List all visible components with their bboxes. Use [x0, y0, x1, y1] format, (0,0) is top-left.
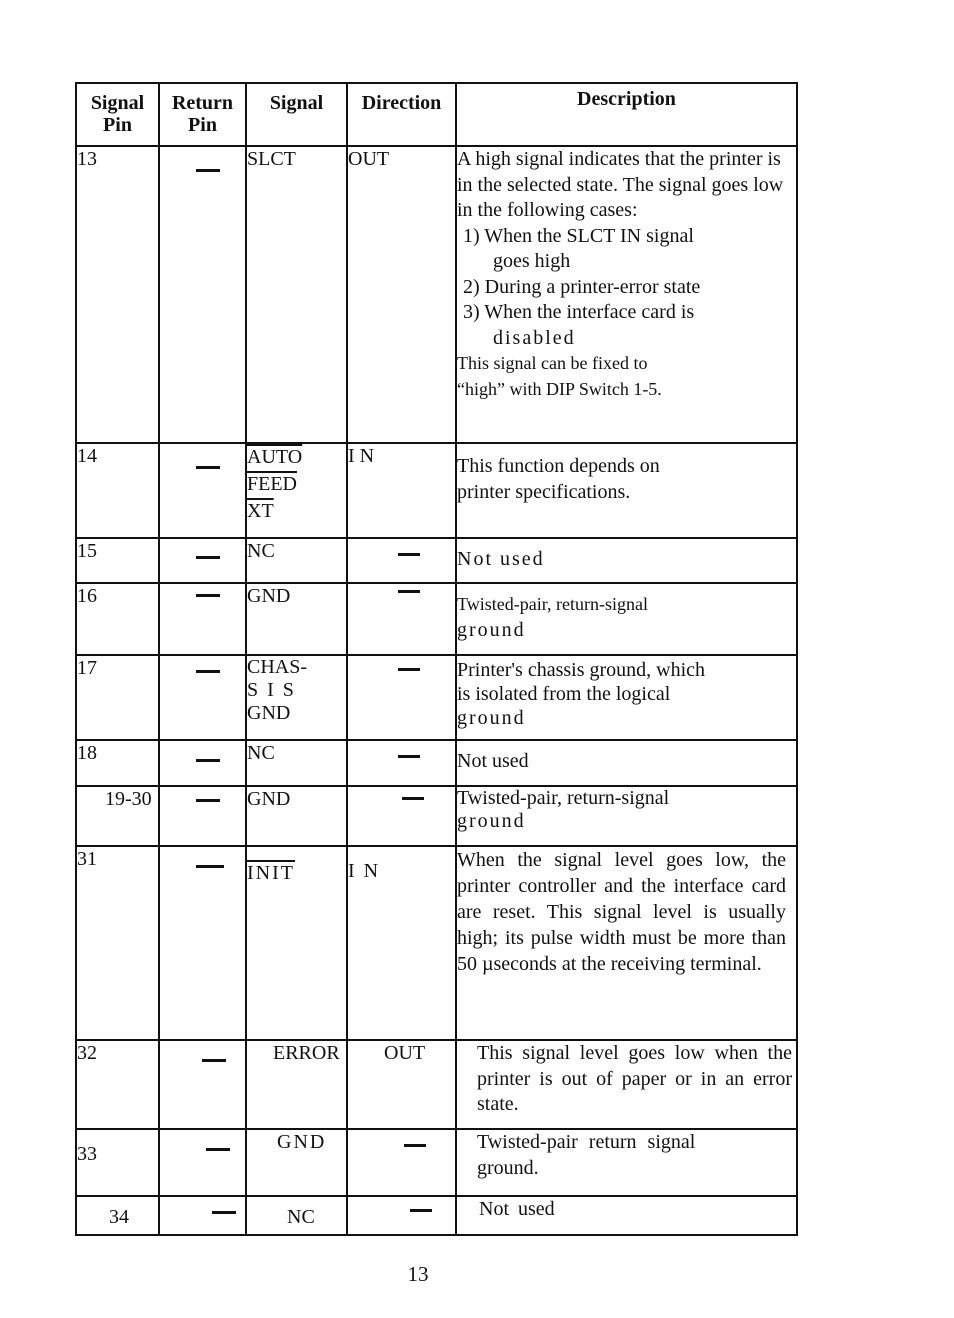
dash-mark	[196, 670, 220, 673]
dash-mark	[196, 169, 220, 172]
return-pin-cell	[159, 1129, 246, 1196]
description-text: Twisted-pair, return-signal	[457, 594, 648, 614]
signal-line: GND	[247, 702, 291, 724]
dash-mark	[196, 594, 220, 597]
dash-mark	[196, 865, 224, 868]
direction-cell	[347, 740, 456, 786]
note-text: This signal can be fixed to	[457, 353, 648, 373]
return-pin-cell	[159, 740, 246, 786]
signal-pin-cell: 14	[76, 443, 159, 538]
dash-mark	[404, 1144, 426, 1147]
description-cell	[456, 146, 797, 443]
table-header-row	[76, 83, 797, 146]
signal-text: INIT	[247, 862, 295, 884]
description-cell: Not used	[456, 1196, 797, 1235]
direction-cell: I N	[347, 846, 456, 1040]
table-row	[76, 1196, 797, 1235]
signal-pin-cell: 17	[76, 655, 159, 740]
header-description: Description	[456, 83, 797, 146]
case-item: 3) When the interface card is	[463, 301, 695, 323]
signal-pin-cell: 15	[76, 538, 159, 583]
description-text: ground	[457, 810, 526, 832]
signal-line: CHAS-	[247, 656, 308, 678]
signal-line: FEED	[247, 473, 297, 495]
return-pin-cell	[159, 1040, 246, 1129]
table-row	[76, 583, 797, 655]
dash-mark	[196, 466, 220, 469]
direction-cell	[347, 786, 456, 846]
dash-mark	[212, 1211, 236, 1214]
return-pin-cell	[159, 583, 246, 655]
signal-cell: GND	[246, 786, 347, 846]
case-item-continued: goes high	[493, 250, 571, 272]
description-text: ground	[457, 618, 526, 641]
signal-cell: GND	[246, 1129, 347, 1196]
signal-pin-cell: 18	[76, 740, 159, 786]
signal-line: $\overline{XT}$	[247, 500, 274, 522]
return-pin-cell	[159, 655, 246, 740]
signal-cell: NC	[246, 740, 347, 786]
dash-mark	[398, 755, 420, 758]
description-cell	[456, 786, 797, 846]
dash-mark	[398, 668, 420, 671]
header-signal-pin: Signal Pin	[76, 83, 159, 146]
signal-pin-cell: 19-30	[76, 786, 159, 846]
dash-mark	[196, 759, 220, 762]
signal-pin-cell: 31	[76, 846, 159, 1040]
description-cell: This signal level goes low when the printer is out of paper or in an error state.	[456, 1040, 797, 1129]
signal-cell	[246, 846, 347, 1040]
signal-cell	[246, 443, 347, 538]
signal-cell: SLCT	[246, 146, 347, 443]
description-text: printer specifications.	[457, 480, 631, 503]
dash-mark	[206, 1148, 230, 1151]
description-cell	[456, 655, 797, 740]
note-text: “high” with DIP Switch 1-5.	[457, 378, 662, 399]
signal-pin-cell: 13	[76, 146, 159, 443]
table-row	[76, 443, 797, 538]
dash-mark	[398, 553, 420, 556]
case-item-continued: disabled	[493, 326, 576, 349]
signal-cell: GND	[246, 583, 347, 655]
table-row	[76, 740, 797, 786]
return-pin-cell	[159, 1196, 246, 1235]
return-pin-cell	[159, 443, 246, 538]
dash-mark	[410, 1209, 432, 1212]
signal-cell: ERROR	[246, 1040, 347, 1129]
direction-cell	[347, 583, 456, 655]
dash-mark	[402, 797, 424, 800]
header-direction: Direction	[347, 83, 456, 146]
table-row	[76, 786, 797, 846]
dash-mark	[196, 799, 220, 802]
direction-cell: I N	[347, 443, 456, 538]
table-row	[76, 146, 797, 443]
description-text: Twisted-pair, return-signal	[457, 787, 670, 809]
header-return-pin: Return Pin	[159, 83, 246, 146]
direction-cell: OUT	[347, 146, 456, 443]
description-text: ground	[457, 707, 526, 729]
description-cell	[456, 443, 797, 538]
description-cell: When the signal level goes low, the printer controller and the interface card are reset. This signal level is usually high; its pulse width must be more than 50 µseconds at the receiving terminal.	[456, 846, 797, 1040]
table-row	[76, 655, 797, 740]
signal-cell	[246, 655, 347, 740]
signal-cell: NC	[246, 1196, 347, 1235]
signal-pin-cell: 32	[76, 1040, 159, 1129]
signal-pin-cell: 33	[76, 1129, 159, 1196]
table-row	[76, 538, 797, 583]
description-text: This function depends on	[457, 455, 660, 477]
direction-cell	[347, 538, 456, 583]
return-pin-cell	[159, 146, 246, 443]
description-cell: Twisted-pair return signal ground.	[456, 1129, 797, 1196]
dash-mark	[196, 556, 220, 559]
header-signal: Signal	[246, 83, 347, 146]
return-pin-cell	[159, 538, 246, 583]
signal-pin-cell: 34	[76, 1196, 159, 1235]
signal-pin-cell: 16	[76, 583, 159, 655]
description-cell: Not used	[456, 538, 797, 583]
direction-cell	[347, 655, 456, 740]
signal-cell: NC	[246, 538, 347, 583]
description-cell	[456, 583, 797, 655]
return-pin-cell	[159, 846, 246, 1040]
signal-line: AUTO	[247, 446, 303, 468]
signal-pin-table	[75, 82, 798, 1236]
case-item: 2) During a printer-error state	[463, 275, 701, 298]
dash-mark	[202, 1059, 226, 1062]
table-row	[76, 846, 797, 1040]
description-text: Printer's chassis ground, which	[457, 659, 706, 681]
dash-mark	[398, 590, 420, 593]
direction-cell	[347, 1196, 456, 1235]
case-item: 1) When the SLCT IN signal	[463, 224, 694, 247]
table-row	[76, 1129, 797, 1196]
page-number: 13	[407, 1262, 429, 1286]
description-text: A high signal indicates that the printer is in the selected state. The signal goes low in the following cases:	[457, 148, 784, 221]
description-text: is isolated from the logical	[457, 683, 671, 705]
direction-cell	[347, 1129, 456, 1196]
direction-cell: OUT	[347, 1040, 456, 1129]
return-pin-cell	[159, 786, 246, 846]
table-row	[76, 1040, 797, 1129]
description-cell: Not used	[456, 740, 797, 786]
signal-line: S I S	[247, 679, 296, 701]
